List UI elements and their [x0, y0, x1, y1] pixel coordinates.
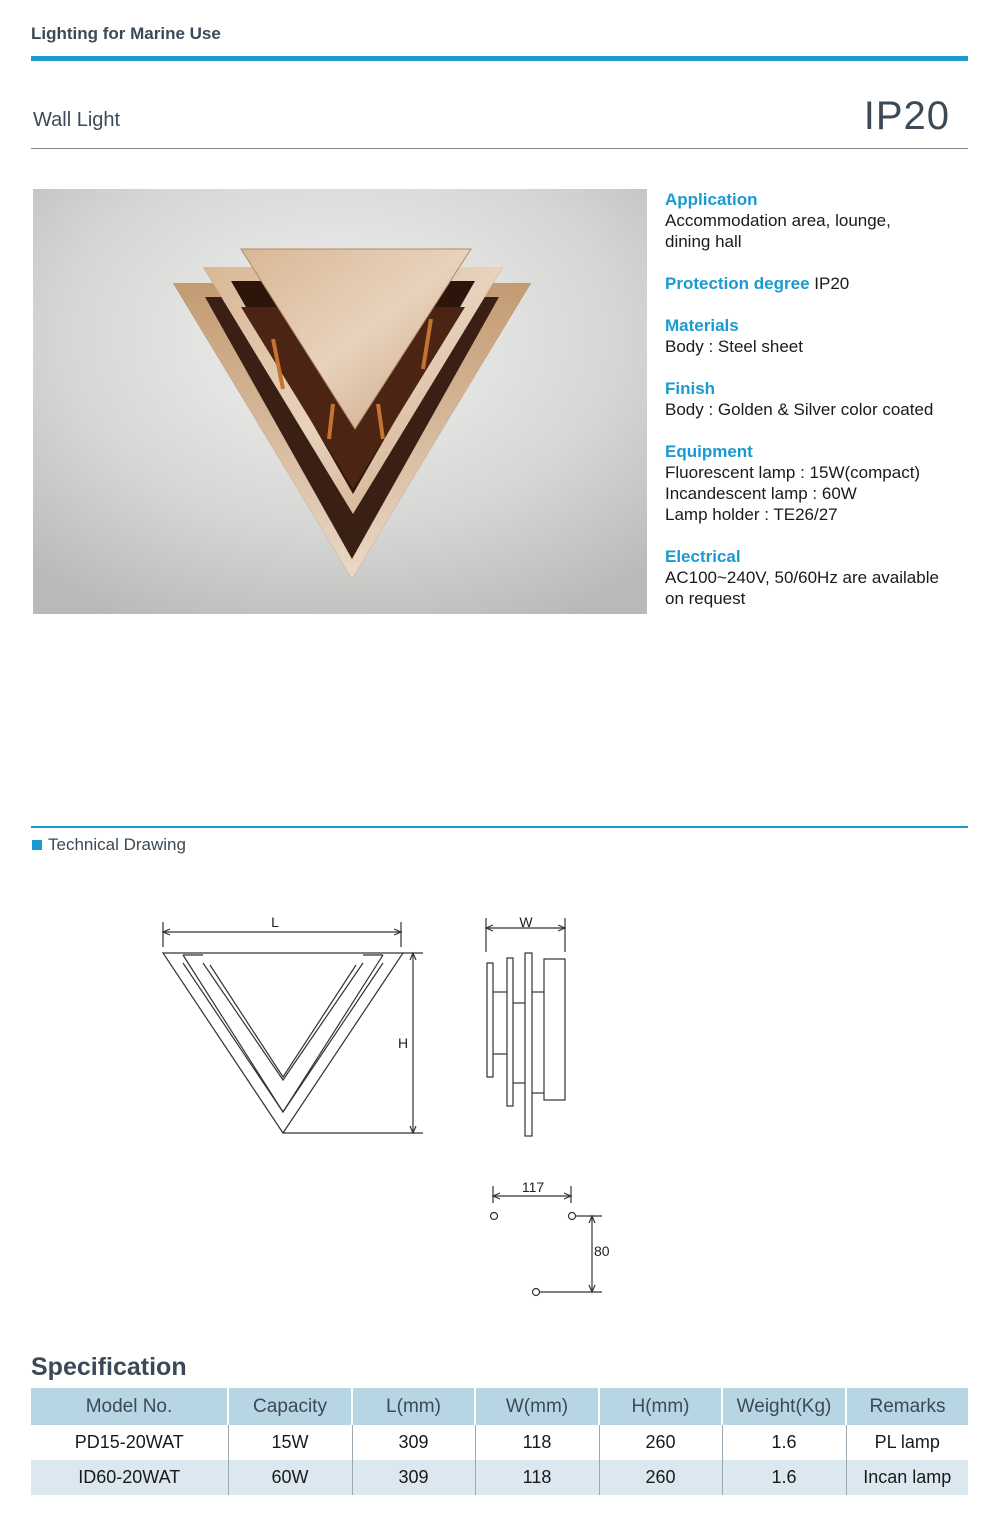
equipment-label: Equipment — [665, 442, 753, 461]
specification-title: Specification — [31, 1353, 187, 1381]
equipment-line: Fluorescent lamp : 15W(compact) — [665, 463, 921, 482]
column-header: Weight(Kg) — [722, 1388, 846, 1425]
technical-divider — [31, 826, 968, 828]
application-line: Accommodation area, lounge, — [665, 211, 891, 230]
electrical-line: AC100~240V, 50/60Hz are available — [665, 568, 939, 587]
application-line: dining hall — [665, 232, 742, 251]
dimension-w-label: W — [519, 914, 533, 930]
column-header: H(mm) — [599, 1388, 722, 1425]
finish-block — [665, 378, 975, 420]
table-cell: 15W — [228, 1425, 352, 1460]
finish-value: Body : Golden & Silver color coated — [665, 400, 934, 419]
header-divider — [31, 56, 968, 61]
table-cell: 309 — [352, 1460, 475, 1495]
electrical-label: Electrical — [665, 547, 741, 566]
protection-block — [665, 273, 975, 294]
technical-drawing — [0, 880, 1000, 1320]
mount-width-label: 117 — [521, 1179, 545, 1195]
equipment-line: Incandescent lamp : 60W — [665, 484, 857, 503]
column-header: Remarks — [846, 1388, 968, 1425]
equipment-block — [665, 441, 975, 525]
materials-block — [665, 315, 975, 357]
protection-value: IP20 — [814, 274, 850, 293]
table-header-row — [31, 1388, 968, 1425]
table-cell: Incan lamp — [846, 1460, 968, 1495]
dimension-l-label: L — [271, 914, 279, 930]
table-cell: 118 — [475, 1460, 599, 1495]
square-bullet-icon — [32, 840, 42, 850]
dimension-h-label: H — [398, 1035, 409, 1051]
finish-label: Finish — [665, 379, 716, 398]
table-cell: PL lamp — [874, 1432, 940, 1452]
technical-drawing-title: Technical Drawing — [48, 835, 186, 854]
table-cell: PD15-20WAT — [31, 1425, 228, 1460]
protection-label: Protection degree — [665, 274, 810, 293]
table-row — [31, 1460, 968, 1495]
column-header: Model No. — [31, 1388, 228, 1425]
table-cell: ID60-20WAT — [31, 1460, 228, 1495]
materials-value: Body : Steel sheet — [665, 337, 803, 356]
electrical-block — [665, 546, 975, 609]
table-cell: 309 — [352, 1425, 475, 1460]
title-divider — [31, 148, 968, 149]
mount-height-label: 80 — [594, 1243, 610, 1259]
equipment-line: Lamp holder : TE26/27 — [665, 505, 838, 524]
table-row — [31, 1425, 968, 1460]
table-cell: 60W — [228, 1460, 352, 1495]
product-photo — [33, 189, 647, 614]
ip-rating: IP20 — [863, 94, 950, 138]
column-header: Capacity — [228, 1388, 352, 1425]
product-info — [665, 189, 975, 630]
electrical-line: on request — [665, 589, 746, 608]
application-label: Application — [665, 190, 758, 209]
table-cell: 1.6 — [722, 1425, 846, 1460]
table-cell: 260 — [599, 1460, 722, 1495]
table-cell: 118 — [475, 1425, 599, 1460]
materials-label: Materials — [665, 316, 739, 335]
column-header: W(mm) — [475, 1388, 599, 1425]
table-cell: 260 — [599, 1425, 722, 1460]
specification-table — [31, 1388, 968, 1495]
column-header: L(mm) — [352, 1388, 475, 1425]
table-cell: 1.6 — [722, 1460, 846, 1495]
section-title: Lighting for Marine Use — [31, 24, 221, 43]
application-block — [665, 189, 975, 252]
product-name: Wall Light — [33, 109, 121, 131]
